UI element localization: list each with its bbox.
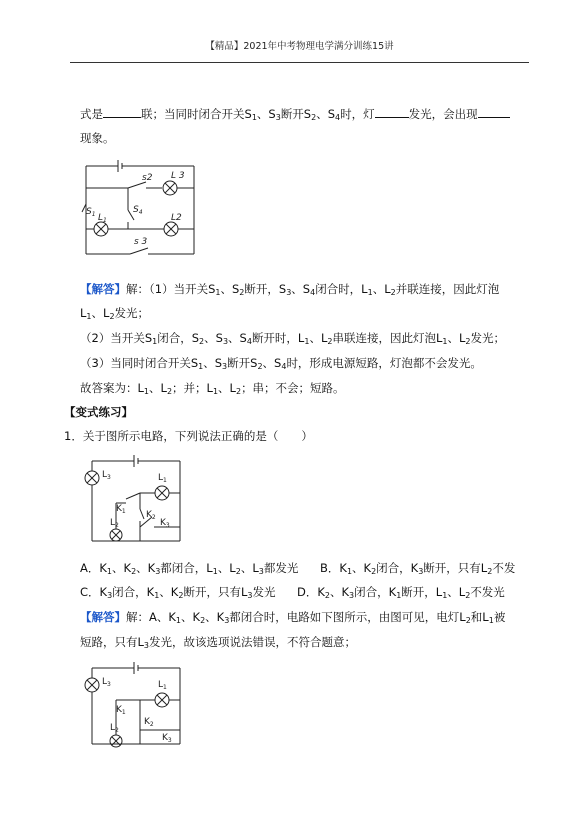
text: L	[80, 306, 87, 320]
text: 、S	[220, 282, 240, 296]
text: 都发光	[263, 561, 299, 575]
text: 、K	[352, 561, 372, 575]
text: 都闭合，L	[160, 561, 213, 575]
text: 、L	[309, 331, 328, 345]
option-b: B．$K_1$、$K_2$闭合，$K_3$断开，只有$L_2$不发	[320, 561, 516, 576]
text: 、K	[159, 585, 179, 599]
text: 发光，会出现	[408, 107, 478, 121]
label-k2: $K_2$	[146, 510, 156, 521]
text: 闭合时，L	[315, 282, 368, 296]
label-k1: $K_1$	[116, 705, 126, 716]
text: 、K	[136, 561, 156, 575]
label-s1: $S_1$	[86, 207, 96, 218]
text: 被	[493, 610, 506, 624]
text: 闭合，K	[354, 585, 397, 599]
answer2-line-2: 短路，只有$L_3$发光，故该选项说法错误，不符合题意；	[80, 635, 357, 650]
label-s2: s2	[142, 173, 153, 183]
header-divider	[70, 62, 529, 63]
text: 联；当同时闭合开关S	[141, 107, 252, 121]
sub: 2	[311, 113, 317, 122]
option-a: A．$K_1$、$K_2$、$K_3$都闭合，$L_1$、$L_2$、$L_3$都发光	[80, 561, 299, 576]
text: 、K	[112, 561, 132, 575]
text: 断开，S	[244, 282, 287, 296]
text: 并联连接，因此灯泡	[395, 282, 500, 296]
text: ；并；L	[172, 381, 213, 395]
label-l3: $L_3$	[102, 677, 111, 688]
text: 、L	[447, 331, 466, 345]
text: 时，形成电源短路，灯泡都不会发光。	[286, 356, 482, 370]
text: 、S	[256, 107, 276, 121]
text: 、L	[447, 585, 466, 599]
text: 、L	[218, 381, 236, 395]
answer-line-2: （2）当开关$S_1$闭合，$S_2$、$S_3$、$S_4$断开时，$L_1$、$L_2$串联连接，因此灯泡$L_1$、$L_2$发光；	[80, 331, 505, 346]
text: 、K	[330, 585, 350, 599]
text: 、S	[316, 107, 336, 121]
label-k3: $K_3$	[160, 518, 170, 529]
text: D．K	[297, 585, 325, 599]
text: 断开，L	[401, 585, 443, 599]
answer-final: 故答案为：$L_1$、$L_2$；并；$L_1$、$L_2$；串；不会；短路。	[80, 381, 345, 396]
text: （3）当同时闭合开关S	[80, 356, 199, 370]
label-l1: $L_1$	[158, 680, 167, 691]
text: 短路，只有L	[80, 635, 144, 649]
label-k1: $K_1$	[116, 504, 126, 515]
text: 断开时，L	[251, 331, 305, 345]
page-header: 【精品】2021年中考物理电学满分训练15讲	[205, 41, 394, 52]
text: 、S	[291, 282, 311, 296]
text: 不发光	[470, 585, 505, 599]
text: 断开S	[227, 356, 258, 370]
section-title: 【变式练习】	[64, 405, 133, 419]
text: 、K	[205, 610, 225, 624]
answer-line-1b: $L_1$、$L_2$发光；	[80, 306, 150, 321]
circuit-diagram-3	[78, 660, 190, 756]
answer-line-3: （3）当同时闭合开关$S_1$、$S_3$断开$S_2$、$S_4$时，形成电源短路，灯泡都不会发光。	[80, 356, 482, 371]
text: 闭合，K	[112, 585, 155, 599]
text: 、S	[204, 331, 223, 345]
text: 发光；	[114, 306, 150, 320]
text: A．K	[80, 561, 107, 575]
option-d: D．$K_2$、$K_3$闭合，$K_1$断开，$L_1$、$L_2$不发光	[297, 585, 505, 600]
text: 断开，只有L	[183, 585, 248, 599]
sub: 1	[251, 113, 257, 122]
text: 不发	[492, 561, 516, 575]
text: 、S	[203, 356, 223, 370]
text: 解：A、K	[126, 610, 176, 624]
sub: 3	[275, 113, 281, 122]
label-l2: L2	[171, 213, 182, 223]
label-k2: $K_2$	[144, 717, 154, 728]
label-l1: $L_1$	[158, 473, 167, 484]
text: 、K	[181, 610, 201, 624]
circuit-diagram-1	[78, 158, 202, 262]
text: 故答案为：L	[80, 381, 144, 395]
text: 、S	[262, 356, 282, 370]
text: ；串；不会；短路。	[241, 381, 345, 395]
question-intro-line	[80, 106, 510, 126]
text: 断开，只有L	[423, 561, 488, 575]
label-k3: $K_3$	[162, 733, 172, 744]
answer-tag: 【解答】	[80, 282, 126, 296]
text: 时，灯	[340, 107, 375, 121]
blank	[103, 106, 141, 118]
text: C．K	[80, 585, 108, 599]
label-l3: L 3	[171, 171, 185, 181]
label-s4: $S_4$	[133, 205, 143, 216]
text: 发光	[252, 585, 276, 599]
text: 和L	[470, 610, 489, 624]
label-l3: $L_3$	[102, 470, 111, 481]
text: 闭合，S	[157, 331, 200, 345]
text: 发光；	[470, 331, 505, 345]
text: 串联连接，因此灯泡L	[332, 331, 443, 345]
question-1: 1．关于图所示电路，下列说法正确的是（ ）	[64, 429, 313, 443]
text: 、L	[372, 282, 391, 296]
text: 发光，故该选项说法错误，不符合题意；	[149, 635, 357, 649]
text: 解：（1）当开关S	[126, 282, 216, 296]
text: 、L	[240, 561, 259, 575]
text: B．K	[320, 561, 347, 575]
text: 闭合，K	[376, 561, 419, 575]
sub: 4	[335, 113, 341, 122]
answer-tag: 【解答】	[80, 610, 126, 624]
blank	[375, 106, 409, 118]
text: 、L	[217, 561, 236, 575]
text: （2）当开关S	[80, 331, 153, 345]
label-l2: $L_2$	[110, 518, 119, 529]
question-intro-line2: 现象。	[80, 131, 115, 145]
text: 、L	[149, 381, 167, 395]
text: 都闭合时，电路如下图所示，由图可见，电灯L	[229, 610, 466, 624]
text: 、L	[91, 306, 110, 320]
blank	[478, 106, 510, 118]
option-c: C．$K_3$闭合，$K_1$、$K_2$断开，只有$L_3$发光	[80, 585, 276, 600]
answer-line-1: 【解答】解：（1）当开关$S_1$、$S_2$断开，$S_3$、$S_4$闭合时，$L_1$、$L_2$并联连接，因此灯泡	[80, 282, 500, 297]
text: 式是	[80, 107, 103, 121]
label-l1: $L_1$	[98, 213, 107, 224]
label-s3: s 3	[134, 237, 148, 247]
text: 断开S	[280, 107, 312, 121]
answer2-line-1: 【解答】解：A、$K_1$、$K_2$、$K_3$都闭合时，电路如下图所示，由图可见，电灯$L_2$和$L_1$被	[80, 610, 506, 625]
label-l2: $L_2$	[110, 723, 119, 734]
circuit-diagram-2	[78, 453, 190, 549]
text: 、S	[228, 331, 247, 345]
